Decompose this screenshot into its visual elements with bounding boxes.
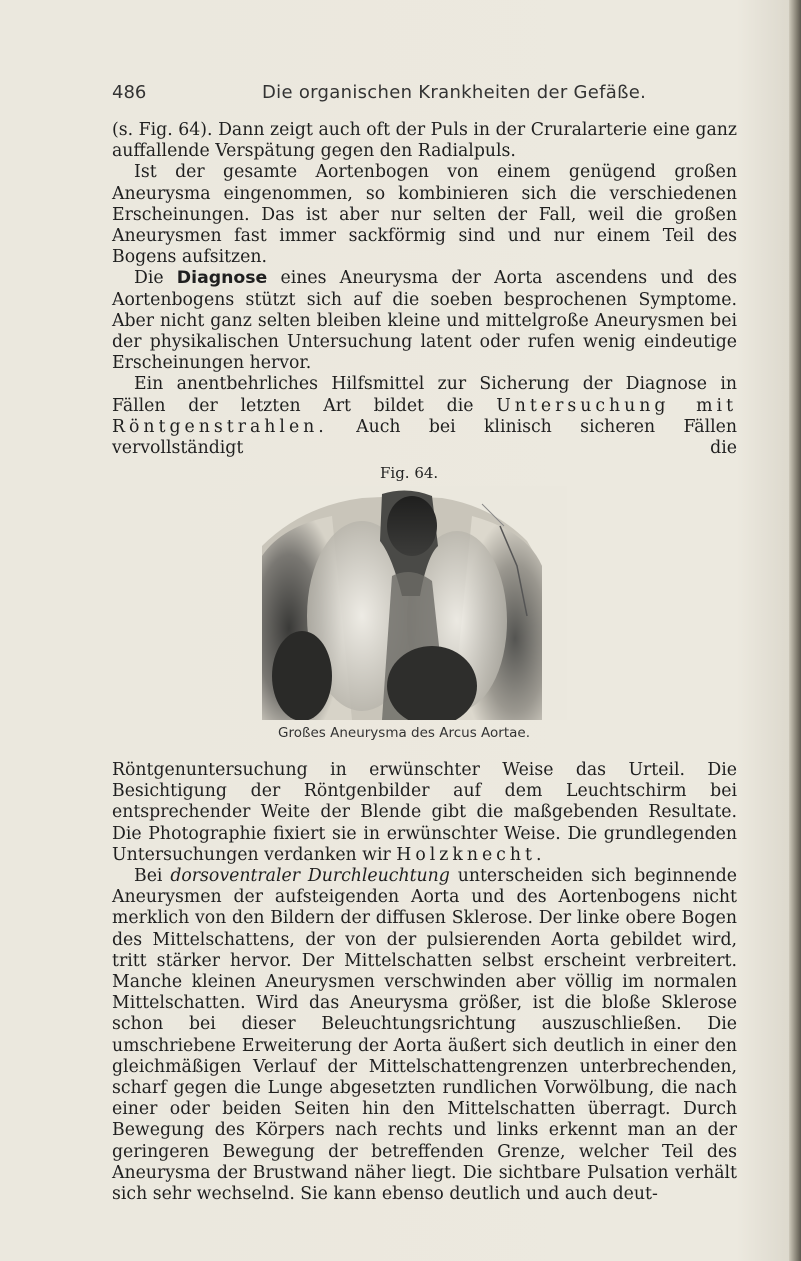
paragraph-6-lead: Bei xyxy=(134,866,171,887)
italic-term-durchleuchtung: dorsoventraler Durchleuchtung xyxy=(170,866,450,887)
paragraph-5-text: Röntgenuntersuchung in erwünschter Weise das Urteil. Die Besichtigung der Röntgenbilder auf dem Leuchtschirm bei entsprechender Weite der Blende gibt die maßgebenden Resultate. Die Photographie fixiert sie in erwünschter Weise. Die grundlegenden Untersuchungen verdanken wir xyxy=(112,760,737,865)
running-header xyxy=(112,82,712,108)
paragraph-3 xyxy=(112,268,737,374)
paragraph-4-rest: Auch bei klinisch sicheren Fällen vervollständigt die xyxy=(112,416,737,459)
running-title: Die organischen Krankheiten der Gefäße. xyxy=(262,82,647,103)
figure-label: Fig. 64. xyxy=(380,464,439,482)
keyword-diagnose: Diagnose xyxy=(176,268,268,289)
paragraph-4 xyxy=(112,374,737,459)
xray-image xyxy=(242,486,567,720)
paragraph-5 xyxy=(112,760,737,866)
paragraph-3-lead: Die xyxy=(134,268,177,289)
paragraph-3-rest: eines Aneurysma der Aorta ascendens und des Aortenbogens stützt sich auf die soeben besprochenen Symptome. Aber nicht ganz selten bleiben kleine und mittelgroße Aneurysmen bei der physikalischen Untersuchung latent oder rufen wenig eindeutige Erscheinungen hervor. xyxy=(112,268,737,374)
page-edge-shadow xyxy=(789,0,801,1261)
paragraph-2: Ist der gesamte Aortenbogen von einem genügend großen Aneurysma eingenommen, so kombinieren sich die verschiedenen Erscheinungen. Das ist aber nur selten der Fall, weil die großen Aneurysmen fast immer sackförmig sind und nur einem Teil des Bogens aufsitzen. xyxy=(112,162,737,268)
paragraph-6 xyxy=(112,866,737,1205)
paragraph-4-lead: Ein anentbehrliches Hilfsmittel zur Sicherung der Diagnose in Fällen der letzten Art bildet die xyxy=(112,374,737,416)
xray-figure xyxy=(242,486,567,720)
spaced-term-roentgen: Untersuchung mit Röntgenstrahlen. xyxy=(112,395,738,437)
figure-caption: Großes Aneurysma des Arcus Aortae. xyxy=(278,725,531,741)
author-holzknecht: Holzknecht. xyxy=(396,844,546,865)
paragraph-6-rest: unterscheiden sich beginnende Aneurysmen der aufsteigenden Aorta und des Aortenbogens nicht merklich von den Bildern der diffusen Sklerose. Der linke obere Bogen des Mittelschattens, der von der pulsierenden Aorta gebildet wird, tritt stärker hervor. Der Mittelschatten selbst erscheint verbreitert. Manche kleinen Aneurysmen verschwinden aber völlig im normalen Mittelschatten. Wird das Aneurysma größer, ist die bloße Sklerose schon bei dieser Beleuchtungsrichtung auszuschließen. Die umschriebene Erweiterung der Aorta äußert sich deutlich in einer den gleichmäßigen Verlauf der Mittelschattengrenzen unterbrechenden, scharf gegen die Lunge abgesetzten rundlichen Vorwölbung, die nach einer oder beiden Seiten hin den Mittelschatten überragt. Durch Bewegung des Körpers nach rechts und links erkennt man an der geringeren Bewegung der betreffenden Grenze, welcher Teil des Aneurysma der Brustwand näher liegt. Die sichtbare Pulsation verhält sich sehr wechselnd. Sie kann ebenso deutlich und auch deut- xyxy=(112,866,737,1205)
paragraph-1: (s. Fig. 64). Dann zeigt auch oft der Puls in der Cruralarterie eine ganz auffallende Verspätung gegen den Radialpuls. xyxy=(112,120,737,162)
text-block-bottom xyxy=(112,760,737,1205)
text-block-top xyxy=(112,120,737,459)
page-number: 486 xyxy=(112,82,147,103)
